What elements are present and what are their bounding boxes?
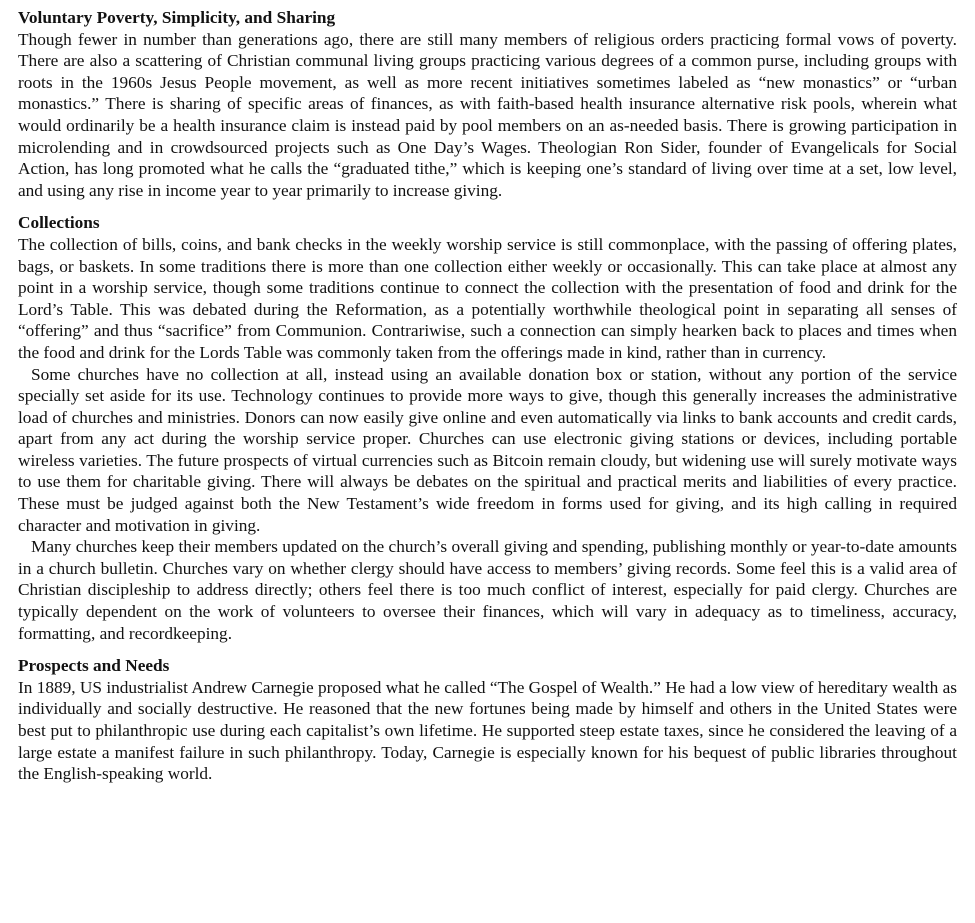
paragraph: In 1889, US industrialist Andrew Carnegie proposed what he called “The Gospel of Wealth.” He had a low view of hereditary wealth as individually and socially destructive. He reasoned that the new fortunes being made by himself and others in the United States were best put to philanthropic use during each capitalist’s own lifetime. He supported steep estate taxes, since he considered the leaving of a large estate a manifest failure in such philanthropy. Today, Carnegie is especially known for his bequest of public libraries throughout the English-speaking world. xyxy=(18,677,957,784)
section-heading-prospects-and-needs: Prospects and Needs xyxy=(18,656,170,676)
paragraph: Though fewer in number than generations ago, there are still many members of religious orders practicing formal vows of poverty. There are also a scattering of Christian communal living groups practicing various degrees of a common purse, including groups with roots in the 1960s Jesus People movement, as well as more recent initiatives sometimes labeled as “new monastics” or “urban monastics.” There is sharing of specific areas of finances, as with faith-based health insurance alternative risk pools, wherein what would ordinarily be a health insurance claim is instead paid by pool members on an as-needed basis. There is growing participation in microlending and in crowdsourced projects such as One Day’s Wages. Theologian Ron Sider, founder of Evangelicals for Social Action, has long promoted what he calls the “graduated tithe,” which is keeping one’s standard of living over time at a set, low level, and using any rise in income year to year primarily to increase giving. xyxy=(18,29,957,200)
paragraph: Many churches keep their members updated on the church’s overall giving and spending, publishing monthly or year-to-date amounts in a church bulletin. Churches vary on whether clergy should have access to members’ giving records. Some feel this is a valid area of Christian discipleship to address directly; others feel there is too much conflict of interest, especially for paid clergy. Churches are typically dependent on the work of volunteers to oversee their finances, which will vary in adequacy as to timeliness, accuracy, formatting, and recordkeeping. xyxy=(18,537,957,643)
section-heading-collections: Collections xyxy=(18,213,100,233)
paragraph: The collection of bills, coins, and bank checks in the weekly worship service is still commonplace, with the passing of offering plates, bags, or baskets. In some traditions there is more than one collection either weekly or occasionally. This can take place at almost any point in a worship service, though some traditions continue to connect the collection with the presentation of food and drink for the Lord’s Table. This was debated during the Reformation, as a potentially worthwhile theological point in separating all senses of “offering” and thus “sacrifice” from Communion. Contrariwise, such a connection can simply hearken back to places and times when the food and drink for the Lords Table was commonly taken from the offerings made in kind, rather than in currency. xyxy=(18,234,957,362)
section-heading-voluntary-poverty: Voluntary Poverty, Simplicity, and Sharing xyxy=(18,8,336,27)
section-prospects-and-needs xyxy=(18,655,957,785)
paragraph: Some churches have no collection at all, instead using an available donation box or station, without any portion of the service specially set aside for its use. Technology continues to provide more ways to give, though this generally increases the administrative load of churches and ministries. Donors can now easily give online and even automatically via links to bank accounts and credit cards, apart from any act during the worship service proper. Churches can use electronic giving stations or devices, including portable wireless varieties. The future prospects of virtual currencies such as Bitcoin remain cloudy, but widening use will surely motivate ways to use them for charitable giving. There will always be debates on the spiritual and practical merits and liabilities of every practice. These must be judged against both the New Testament’s wide freedom in forms used for giving, and its high calling in required character and motivation in giving. xyxy=(18,364,957,535)
section-collections xyxy=(18,212,957,644)
section-voluntary-poverty xyxy=(18,7,957,201)
